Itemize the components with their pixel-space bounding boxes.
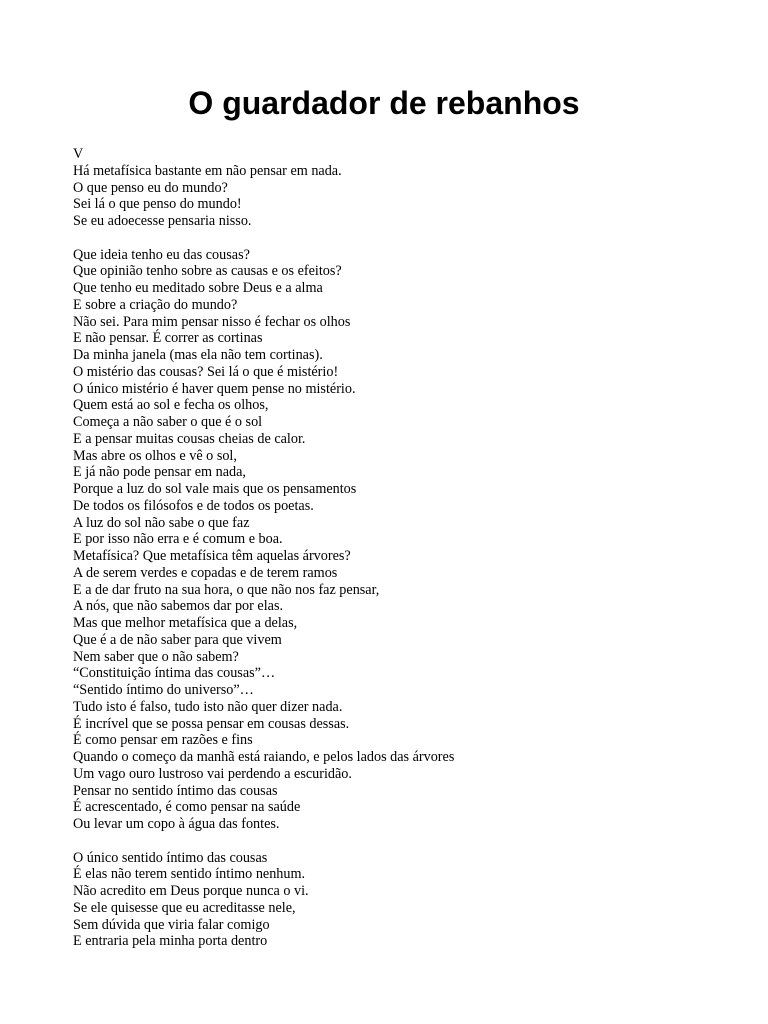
poem-body <box>73 146 713 967</box>
poem-stanza <box>73 850 713 951</box>
poem-line: É acrescentado, é como pensar na saúde <box>73 799 301 816</box>
poem-line: “Constituição íntima das cousas”… <box>73 665 276 682</box>
poem-line: Quem está ao sol e fecha os olhos, <box>73 397 269 414</box>
poem-line: É incrível que se possa pensar em cousas dessas. <box>73 715 350 732</box>
poem-line: E por isso não erra e é comum e boa. <box>73 531 283 548</box>
poem-line: Pensar no sentido íntimo das cousas <box>73 782 278 799</box>
poem-line: O único sentido íntimo das cousas <box>73 849 268 866</box>
poem-line: O único mistério é haver quem pense no mistério. <box>73 380 356 397</box>
document-title: O guardador de rebanhos <box>188 85 580 121</box>
poem-line: Quando o começo da manhã está raiando, e pelos lados das árvores <box>73 749 455 765</box>
poem-line: Um vago ouro lustroso vai perdendo a escuridão. <box>73 765 352 782</box>
poem-line: Há metafísica bastante em não pensar em nada. <box>73 162 342 179</box>
poem-line: O que penso eu do mundo? <box>73 179 228 196</box>
poem-line: Sem dúvida que viria falar comigo <box>73 916 270 933</box>
poem-line: Começa a não saber o que é o sol <box>73 414 263 430</box>
poem-line: Mas abre os olhos e vê o sol, <box>73 447 237 464</box>
poem-stanza <box>73 247 713 833</box>
poem-line: E já não pode pensar em nada, <box>73 464 246 481</box>
poem-line: Metafísica? Que metafísica têm aquelas árvores? <box>73 548 351 564</box>
poem-stanza <box>73 146 713 230</box>
poem-line: Não sei. Para mim pensar nisso é fechar os olhos <box>73 313 351 330</box>
poem-line: E a de dar fruto na sua hora, o que não nos faz pensar, <box>73 581 380 598</box>
poem-line: Sei lá o que penso do mundo! <box>73 196 242 213</box>
poem-line: E a pensar muitas cousas cheias de calor. <box>73 430 306 447</box>
poem-line: Nem saber que o não sabem? <box>73 648 239 665</box>
poem-line: Ou levar um copo à água das fontes. <box>73 816 280 832</box>
poem-line: Porque a luz do sol vale mais que os pensamentos <box>73 481 357 497</box>
poem-line: Tudo isto é falso, tudo isto não quer dizer nada. <box>73 698 343 715</box>
poem-line: Que tenho eu meditado sobre Deus e a alma <box>73 280 323 296</box>
poem-line: É elas não terem sentido íntimo nenhum. <box>73 866 306 883</box>
poem-line: Que opinião tenho sobre as causas e os efeitos? <box>73 263 342 280</box>
poem-line: Mas que melhor metafísica que a delas, <box>73 615 298 631</box>
poem-line: Se ele quisesse que eu acreditasse nele, <box>73 899 296 916</box>
poem-line: A de serem verdes e copadas e de terem ramos <box>73 564 338 581</box>
poem-line: A nós, que não sabemos dar por elas. <box>73 598 284 615</box>
poem-line: É como pensar em razões e fins <box>73 732 253 749</box>
poem-line: Não acredito em Deus porque nunca o vi. <box>73 883 309 899</box>
poem-line: Que ideia tenho eu das cousas? <box>73 246 250 263</box>
poem-line: De todos os filósofos e de todos os poetas. <box>73 497 314 514</box>
poem-line: E entraria pela minha porta dentro <box>73 933 268 950</box>
poem-line: E não pensar. É correr as cortinas <box>73 330 263 347</box>
poem-line: Da minha janela (mas ela não tem cortinas). <box>73 347 323 363</box>
poem-line: V <box>73 146 84 162</box>
poem-line: A luz do sol não sabe o que faz <box>73 514 250 531</box>
poem-line: Que é a de não saber para que vivem <box>73 631 282 648</box>
poem-line: “Sentido íntimo do universo”… <box>73 682 254 698</box>
poem-line: O mistério das cousas? Sei lá o que é mistério! <box>73 363 339 380</box>
poem-line: E sobre a criação do mundo? <box>73 296 238 313</box>
poem-line: Se eu adoecesse pensaria nisso. <box>73 213 252 229</box>
